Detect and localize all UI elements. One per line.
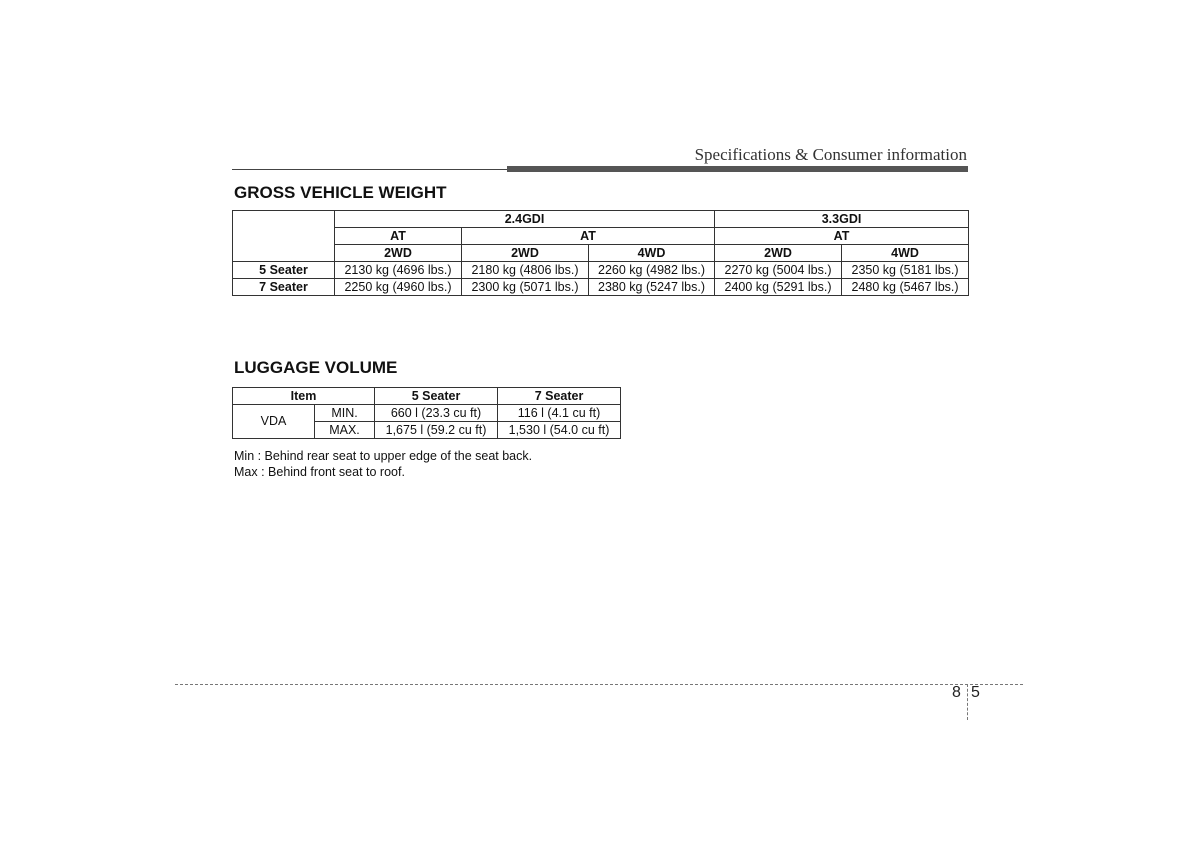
table-cell: 1,675 l (59.2 cu ft): [375, 422, 498, 439]
header-rule-thin: [232, 169, 508, 170]
table-cell: 2380 kg (5247 lbs.): [589, 279, 715, 296]
table-cell: 660 l (23.3 cu ft): [375, 405, 498, 422]
table-row: [233, 405, 621, 422]
table-cell: 2130 kg (4696 lbs.): [335, 262, 462, 279]
header-blank-cell: [233, 211, 335, 262]
column-header: 7 Seater: [498, 388, 621, 405]
page-number: 5: [971, 684, 980, 701]
table-cell: 2350 kg (5181 lbs.): [842, 262, 969, 279]
drive-header: 4WD: [842, 245, 969, 262]
footer-dashed-rule: [175, 684, 1023, 685]
table-cell: 2260 kg (4982 lbs.): [589, 262, 715, 279]
table-cell: 2300 kg (5071 lbs.): [462, 279, 589, 296]
table-header-row: [233, 211, 969, 228]
table-cell: 2400 kg (5291 lbs.): [715, 279, 842, 296]
engine-header: 2.4GDI: [335, 211, 715, 228]
table-header-row: [233, 388, 621, 405]
table-cell: 2250 kg (4960 lbs.): [335, 279, 462, 296]
drive-header: 4WD: [589, 245, 715, 262]
column-header: Item: [233, 388, 375, 405]
table-cell: 2180 kg (4806 lbs.): [462, 262, 589, 279]
drive-header: 2WD: [335, 245, 462, 262]
header-rule-thick: [507, 166, 968, 172]
table-cell: 2480 kg (5467 lbs.): [842, 279, 969, 296]
row-label: 7 Seater: [233, 279, 335, 296]
engine-header: 3.3GDI: [715, 211, 969, 228]
transmission-header: AT: [715, 228, 969, 245]
gross-vehicle-weight-table: [232, 210, 969, 296]
row-label: 5 Seater: [233, 262, 335, 279]
gross-vehicle-weight-title: GROSS VEHICLE WEIGHT: [234, 183, 447, 202]
luggage-note-max: Max : Behind front seat to roof.: [234, 465, 405, 479]
table-header-row: [233, 228, 969, 245]
luggage-note-min: Min : Behind rear seat to upper edge of the seat back.: [234, 449, 533, 463]
table-header-row: [233, 245, 969, 262]
row-label: MIN.: [315, 405, 375, 422]
page-header-title: Specifications & Consumer information: [694, 145, 967, 164]
row-label: MAX.: [315, 422, 375, 439]
transmission-header: AT: [462, 228, 715, 245]
luggage-volume-table: [232, 387, 621, 439]
table-cell: 116 l (4.1 cu ft): [498, 405, 621, 422]
drive-header: 2WD: [462, 245, 589, 262]
transmission-header: AT: [335, 228, 462, 245]
column-header: 5 Seater: [375, 388, 498, 405]
footer-page-divider: [967, 684, 968, 720]
luggage-volume-title: LUGGAGE VOLUME: [234, 358, 398, 377]
table-row: [233, 262, 969, 279]
table-cell: 2270 kg (5004 lbs.): [715, 262, 842, 279]
drive-header: 2WD: [715, 245, 842, 262]
table-row: [233, 279, 969, 296]
group-label: VDA: [233, 405, 315, 439]
chapter-number: 8: [952, 684, 961, 701]
table-cell: 1,530 l (54.0 cu ft): [498, 422, 621, 439]
